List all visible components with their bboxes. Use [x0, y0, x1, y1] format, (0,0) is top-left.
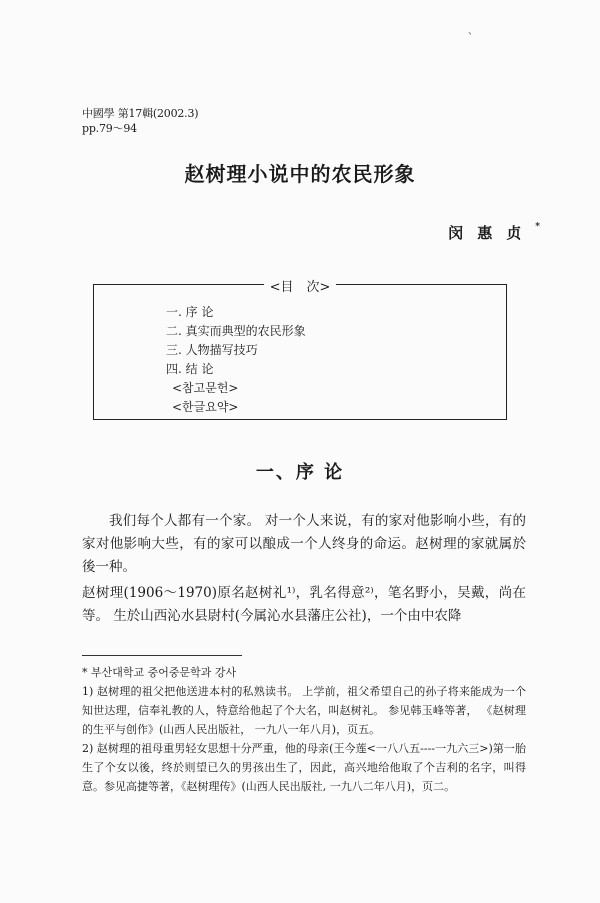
toc-list	[166, 303, 306, 417]
author-name: 闵惠贞	[448, 224, 536, 242]
scan-speck: 、	[468, 26, 478, 37]
toc-item: 一. 序 论	[166, 305, 214, 319]
toc-item: <참고문헌>	[172, 381, 239, 395]
footnote-divider	[82, 655, 242, 656]
table-of-contents	[93, 280, 507, 420]
toc-item: 三. 人物描写技巧	[166, 343, 258, 357]
footnotes	[82, 663, 526, 796]
paragraph-text: 赵树理(1906～1970)原名赵树礼¹⁾，乳名得意²⁾，笔名野小，吴戴，尚在等。 生於山西沁水县尉村(今属沁水县藩庄公社)，一个由中农降	[82, 585, 526, 624]
toc-item: 四. 结 论	[166, 362, 214, 376]
author	[380, 222, 540, 243]
section-heading: 一、序 论	[255, 462, 345, 483]
toc-item: <한글요약>	[172, 400, 239, 414]
toc-item: 二. 真实而典型的农民形象	[166, 324, 306, 338]
journal-info	[82, 106, 198, 136]
toc-heading: <目 次>	[94, 276, 506, 295]
journal-issue: 中國學 第17輯(2002.3)	[82, 107, 199, 120]
footnote-2: 2) 赵树理的祖母重男轻女思想十分严重，他的母亲(王今莲<一八八五----一九六三>)第一胎生了个女以後，终於则望已久的男孩出生了，因此，高兴地给他取了个吉利的名字，叫得意。参见高捷等著，《赵树理传》(山西人民出版社, 一九八二年八月)，页二。	[82, 742, 526, 793]
footnote-1: 1) 赵树理的祖父把他送进本村的私熟读书。 上学前，祖父希望自己的孙子将来能成为一个知世达理，信奉礼教的人，特意给他起了个大名，叫赵树礼。 参见韩玉峰等著， 《赵树理的生平与创作》(山西人民出版社， 一九八一年八月)，页五。	[82, 685, 526, 736]
author-footnote-mark: *	[535, 222, 540, 232]
body-paragraph	[82, 582, 526, 628]
paper-title: 赵树理小说中的农民形象	[184, 162, 416, 186]
body-paragraph	[82, 510, 526, 579]
paragraph-text: 我们每个人都有一个家。 对一个人来说，有的家对他影响小些，有的家对他影响大些，有的家可以酿成一个人终身的命运。赵树理的家就属於後一种。	[82, 513, 526, 575]
journal-pages: pp.79～94	[82, 122, 137, 135]
author-affiliation-note: * 부산대학교 중어중문학과 강사	[82, 666, 237, 679]
